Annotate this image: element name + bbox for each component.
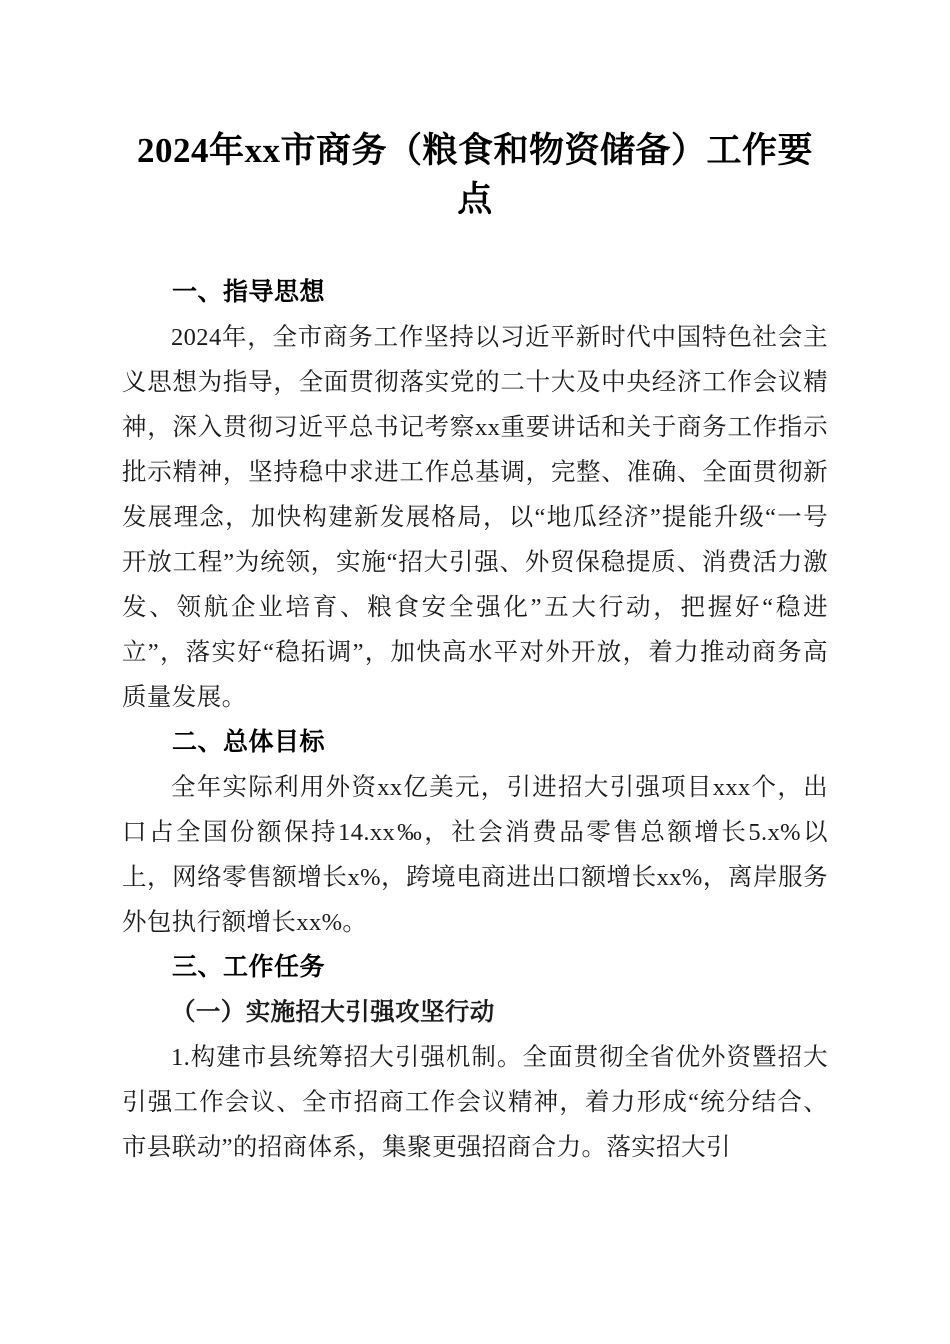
paragraph-city-county-mechanism: 1.构建市县统筹招大引强机制。全面贯彻全省优外资暨招大引强工作会议、全市招商工作会议精神，着力形成“统分结合、市县联动”的招商体系，集聚更强招商合力。落实招大引: [122, 1044, 828, 1161]
section-heading-work-tasks: 三、工作任务: [172, 953, 326, 981]
section-heading-guiding-ideology: 一、指导思想: [172, 278, 326, 306]
title-body-spacer: [122, 224, 828, 270]
section-heading-overall-goals: 二、总体目标: [172, 728, 326, 756]
subsection-heading-attract-major-investment: （一）实施招大引强攻坚行动: [171, 999, 495, 1026]
page-title: 2024年xx市商务（粮食和物资储备）工作要点: [136, 131, 813, 219]
document-content: [122, 0, 828, 1170]
paragraph-guiding-ideology: 2024年，全市商务工作坚持以习近平新时代中国特色社会主义思想为指导，全面贯彻落实党的二十大及中央经济工作会议精神，深入贯彻习近平总书记考察xx重要讲话和关于商务工作指示批示精神，坚持稳中求进工作总基调，完整、准确、全面贯彻新发展理念，加快构建新发展格局，以“地瓜经济”提能升级“一号开放工程”为统领，实施“招大引强、外贸保稳提质、消费活力激发、领航企业培育、粮食安全强化”五大行动，把握好“稳进立”，落实好“稳拓调”，加快高水平对外开放，着力推动商务高质量发展。: [122, 324, 828, 711]
paragraph-overall-goals: 全年实际利用外资xx亿美元，引进招大引强项目xxx个，出口占全国份额保持14.xx‰，社会消费品零售总额增长5.x%以上，网络零售额增长x%，跨境电商进出口额增长xx%，离岸服务外包执行额增长xx%。: [122, 774, 828, 936]
